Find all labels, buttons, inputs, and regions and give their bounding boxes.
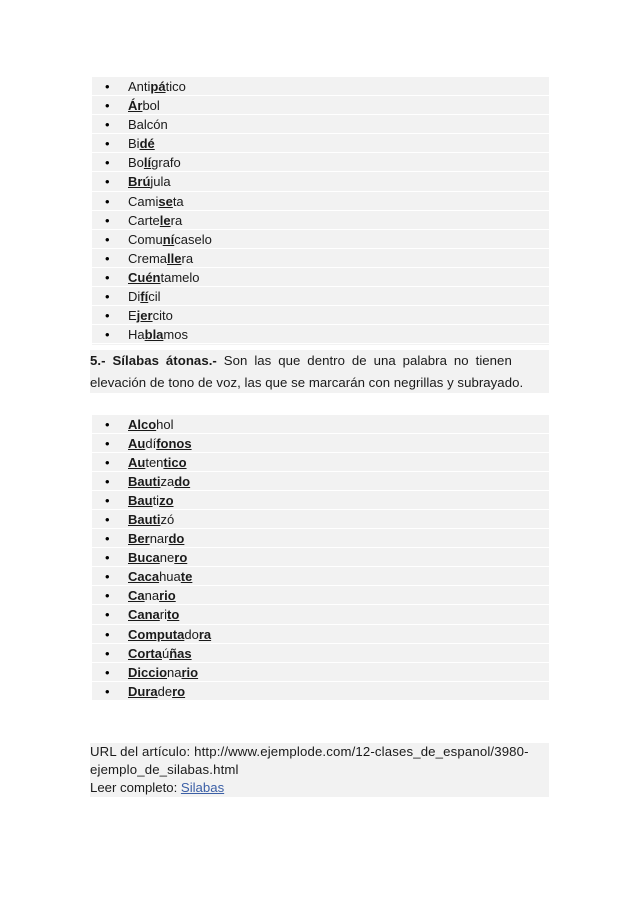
syllable: Anti (128, 79, 151, 94)
marked-syllable: Au (128, 436, 146, 452)
section-5-text-line2: elevación de tono de voz, las que se marcarán con negrillas y subrayado. (90, 374, 524, 390)
list-item (92, 510, 549, 529)
syllable-word (128, 588, 176, 603)
url-line-1: URL del artículo: http://www.ejemplode.com/12-clases_de_espanol/3980- (90, 744, 529, 759)
marked-syllable: Caca (128, 569, 160, 585)
list-item (92, 96, 549, 115)
marked-syllable: Corta (128, 645, 162, 661)
syllable: caselo (174, 231, 212, 247)
marked-syllable: ní (162, 231, 175, 247)
list-item (92, 491, 549, 510)
marked-syllable: do (174, 474, 191, 490)
marked-syllable: Cana (128, 607, 160, 623)
syllable: Balcón (128, 117, 168, 133)
list-item (92, 415, 549, 434)
syllable: ten (145, 455, 164, 471)
syllable-word (128, 607, 179, 622)
syllable: ra (170, 212, 183, 228)
marked-syllable: Alco (128, 417, 157, 432)
list-item (92, 472, 549, 491)
syllable: mos (163, 327, 188, 343)
marked-syllable: Bau (128, 493, 153, 509)
syllable: grafo (151, 155, 181, 171)
word-list-2 (92, 415, 549, 701)
word-list-1 (92, 77, 549, 344)
marked-syllable: ra (198, 626, 212, 642)
syllable: jula (150, 174, 171, 190)
syllable-word (128, 308, 173, 323)
list-item (92, 287, 549, 306)
list-item (92, 625, 549, 644)
syllable-word (128, 213, 182, 228)
list-item (92, 306, 549, 325)
syllable-word (128, 646, 192, 661)
read-more-label: Leer completo: (90, 780, 181, 795)
list-item (92, 529, 549, 548)
syllable: Bo (128, 155, 144, 171)
syllable: dí (145, 436, 157, 452)
marked-syllable: le (159, 212, 171, 228)
marked-syllable: fonos (156, 436, 192, 452)
marked-syllable: ro (172, 683, 186, 699)
syllable: Carte (128, 212, 160, 228)
list-item (92, 605, 549, 624)
list-item (92, 249, 549, 268)
syllable: na (167, 664, 182, 680)
marked-syllable: dé (139, 136, 155, 152)
list-item (92, 268, 549, 287)
marked-syllable: Cuén (128, 269, 161, 285)
list-item (92, 172, 549, 191)
syllable-word (128, 232, 212, 247)
list-item (92, 211, 549, 230)
section-5-heading: 5.- Sílabas átonas.- (90, 353, 217, 368)
marked-syllable: to (167, 607, 180, 623)
list-item (92, 77, 549, 96)
syllable: ta (172, 193, 184, 209)
list-item (92, 567, 549, 586)
syllable: na (144, 588, 160, 604)
marked-syllable: rio (159, 588, 176, 604)
syllable: Di (128, 289, 141, 305)
marked-syllable: lí (143, 155, 152, 171)
syllable-word (128, 174, 171, 189)
syllable-word (128, 436, 192, 451)
syllable: ti (152, 493, 160, 509)
syllable-word (128, 136, 155, 151)
list-item (92, 115, 549, 134)
list-item (92, 663, 549, 682)
syllable: Crema (128, 250, 168, 266)
syllable-word (128, 155, 181, 170)
syllable: ne (159, 550, 175, 566)
syllable: do (184, 626, 199, 642)
syllable: hol (156, 417, 174, 432)
source-footer (90, 743, 549, 797)
list-item (92, 230, 549, 249)
marked-syllable: Ca (128, 588, 145, 604)
list-item (92, 192, 549, 211)
syllable-word (128, 270, 200, 285)
syllable: ú (161, 645, 170, 661)
marked-syllable: Dura (128, 683, 158, 699)
syllable-word (128, 251, 193, 266)
marked-syllable: zo (159, 493, 174, 509)
syllable: E (128, 308, 137, 324)
marked-syllable: Computa (128, 626, 185, 642)
marked-syllable: ñas (169, 645, 192, 661)
syllable-word (128, 474, 190, 489)
syllable: tamelo (160, 269, 200, 285)
marked-syllable: pá (150, 79, 166, 94)
marked-syllable: tico (163, 455, 187, 471)
list-item (92, 434, 549, 453)
marked-syllable: Buca (128, 550, 160, 566)
marked-syllable: rio (181, 664, 199, 680)
syllable-word (128, 117, 168, 132)
syllable-word (128, 684, 185, 699)
syllable: Cami (128, 193, 159, 209)
unstressed-syllable-list (92, 415, 549, 701)
marked-syllable: Ber (128, 531, 150, 547)
syllable-word (128, 289, 161, 304)
list-item (92, 682, 549, 701)
syllable-word (128, 98, 160, 113)
list-item (92, 134, 549, 153)
syllable: Comu (128, 231, 163, 247)
stressed-syllable-list (92, 77, 549, 345)
syllable: za (160, 474, 175, 490)
syllable: cil (148, 289, 161, 305)
syllable-word (128, 79, 186, 94)
syllable: ra (181, 250, 194, 266)
list-item (92, 644, 549, 663)
syllable-word (128, 455, 187, 470)
syllable-word (128, 531, 184, 546)
marked-syllable: Ár (128, 98, 143, 114)
syllable: cito (152, 308, 173, 324)
syllable-word (128, 493, 174, 508)
syllable-word (128, 550, 187, 565)
syllable-word (128, 417, 174, 432)
syllable-word (128, 627, 211, 642)
marked-syllable: ro (174, 550, 188, 566)
list-item (92, 153, 549, 172)
syllable: hua (159, 569, 181, 585)
read-more-link[interactable]: Silabas (180, 780, 225, 795)
syllable: Ha (128, 327, 145, 343)
marked-syllable: Diccio (128, 664, 168, 680)
marked-syllable: se (158, 193, 173, 209)
list-item (92, 548, 549, 567)
syllable: de (157, 683, 173, 699)
syllable-word (128, 665, 198, 680)
syllable-word (128, 327, 188, 342)
marked-syllable: jer (136, 308, 153, 324)
syllable: ri (159, 607, 168, 623)
section-5-text-line1: Son las que dentro de una palabra no tienen (216, 353, 512, 368)
marked-syllable: lle (167, 250, 182, 266)
syllable: zó (160, 512, 175, 528)
marked-syllable: Bauti (128, 474, 161, 490)
marked-syllable: do (168, 531, 185, 547)
list-item (92, 453, 549, 472)
syllable: nar (149, 531, 169, 547)
marked-syllable: bla (144, 327, 164, 343)
marked-syllable: Bauti (128, 512, 161, 528)
marked-syllable: Au (128, 455, 146, 471)
syllable-word (128, 512, 174, 527)
section-5-paragraph (90, 350, 549, 393)
list-item (92, 586, 549, 605)
marked-syllable: fí (140, 289, 149, 305)
syllable: tico (165, 79, 186, 94)
marked-syllable: Brú (128, 174, 151, 190)
syllable-word (128, 569, 192, 584)
url-line-2: ejemplo_de_silabas.html (90, 762, 239, 777)
syllable: bol (142, 98, 160, 114)
syllable-word (128, 194, 184, 209)
syllable: Bi (128, 136, 140, 152)
marked-syllable: te (180, 569, 193, 585)
list-item (92, 325, 549, 344)
